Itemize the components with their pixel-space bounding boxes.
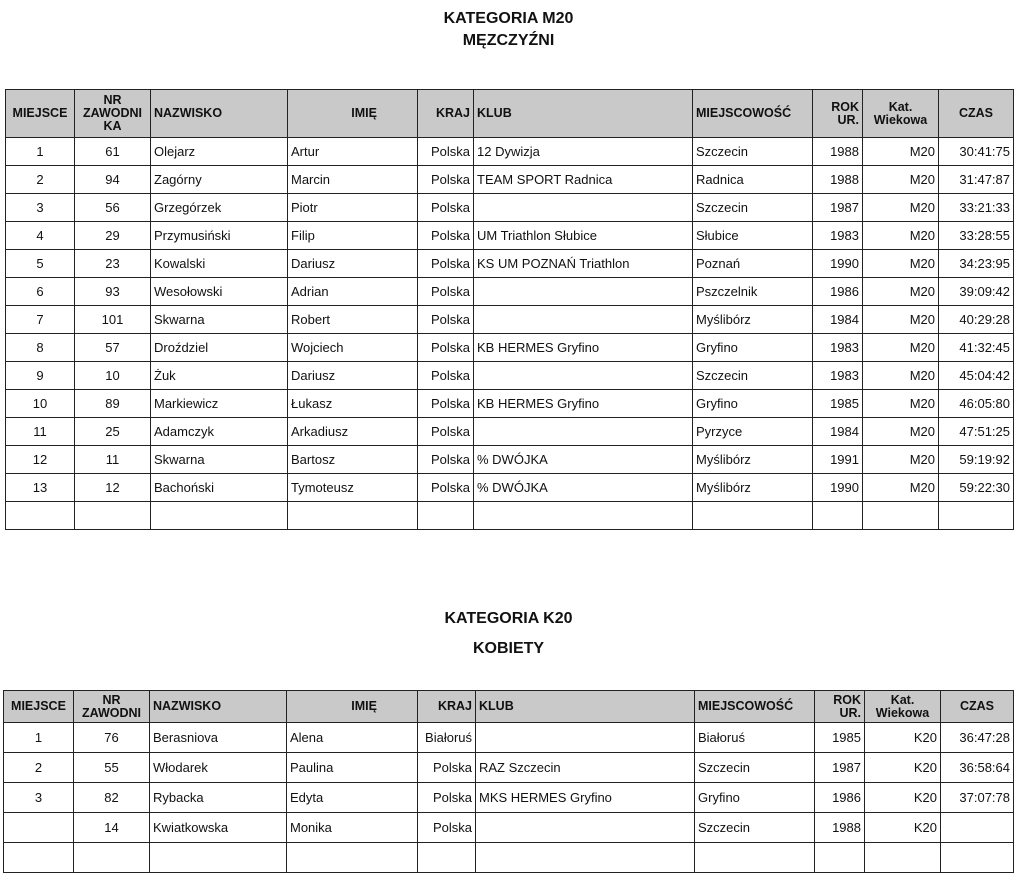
cell-klub: 12 Dywizja: [474, 138, 693, 166]
cell-miejsce: 7: [6, 306, 75, 334]
cell-rok: 1991: [813, 446, 863, 474]
table-row: [4, 723, 1014, 753]
cell-nr: 57: [75, 334, 151, 362]
section-m-subtitle: MĘZCZYŹNI: [462, 32, 555, 49]
cell-klub: KB HERMES Gryfino: [474, 390, 693, 418]
cell-nazwisko: Skwarna: [151, 446, 288, 474]
cell-nr: 89: [75, 390, 151, 418]
table-row: [6, 390, 1014, 418]
results-table-k20: [3, 690, 1014, 873]
cell-nr: 10: [75, 362, 151, 390]
table-row: [6, 194, 1014, 222]
table-row: [4, 813, 1014, 843]
cell-nazwisko: Bachoński: [151, 474, 288, 502]
cell-nr: 56: [75, 194, 151, 222]
table-row: [6, 502, 1014, 530]
cell-miejscowosc: [695, 843, 815, 873]
table-row: [6, 362, 1014, 390]
header-miejscowosc: MIEJSCOWOŚĆ: [695, 691, 815, 723]
cell-miejscowosc: Gryfino: [695, 783, 815, 813]
header-rok-line-1: ROK: [833, 692, 861, 707]
cell-czas: 59:19:92: [939, 446, 1014, 474]
cell-nazwisko: Rybacka: [150, 783, 287, 813]
cell-imie: Arkadiusz: [288, 418, 418, 446]
cell-kraj: Polska: [418, 222, 474, 250]
cell-kat: K20: [865, 813, 941, 843]
cell-czas: 45:04:42: [939, 362, 1014, 390]
cell-rok: 1983: [813, 362, 863, 390]
cell-rok: 1990: [813, 474, 863, 502]
cell-miejsce: 3: [6, 194, 75, 222]
cell-klub: % DWÓJKA: [474, 446, 693, 474]
cell-nr: 14: [74, 813, 150, 843]
header-rok-line-2: UR.: [839, 705, 861, 720]
cell-czas: 46:05:80: [939, 390, 1014, 418]
cell-kraj: Polska: [418, 418, 474, 446]
cell-kat: M20: [863, 306, 939, 334]
header-imie: IMIĘ: [288, 90, 418, 138]
cell-kat: K20: [865, 753, 941, 783]
cell-czas: 34:23:95: [939, 250, 1014, 278]
cell-nr: 55: [74, 753, 150, 783]
cell-kat: M20: [863, 418, 939, 446]
cell-imie: Filip: [288, 222, 418, 250]
header-imie: IMIĘ: [287, 691, 418, 723]
cell-klub: UM Triathlon Słubice: [474, 222, 693, 250]
cell-nr: 25: [75, 418, 151, 446]
table-row: [6, 446, 1014, 474]
cell-czas: 40:29:28: [939, 306, 1014, 334]
table-row: [6, 166, 1014, 194]
cell-miejsce: 12: [6, 446, 75, 474]
cell-kraj: Polska: [418, 474, 474, 502]
header-czas: CZAS: [941, 691, 1014, 723]
table-row: [4, 843, 1014, 873]
cell-miejsce: 5: [6, 250, 75, 278]
cell-miejsce: 1: [6, 138, 75, 166]
cell-miejscowosc: Słubice: [693, 222, 813, 250]
cell-czas: 41:32:45: [939, 334, 1014, 362]
cell-miejscowosc: Gryfino: [693, 390, 813, 418]
header-row: [4, 691, 1014, 723]
cell-czas: 47:51:25: [939, 418, 1014, 446]
header-miejsce: MIEJSCE: [6, 90, 75, 138]
cell-czas: 33:28:55: [939, 222, 1014, 250]
cell-kat: M20: [863, 250, 939, 278]
cell-imie: Adrian: [288, 278, 418, 306]
cell-miejscowosc: Myślibórz: [693, 474, 813, 502]
cell-imie: Łukasz: [288, 390, 418, 418]
header-row: [6, 90, 1014, 138]
cell-klub: [474, 502, 693, 530]
table-row: [4, 753, 1014, 783]
cell-kat: M20: [863, 446, 939, 474]
cell-imie: [288, 502, 418, 530]
cell-rok: 1987: [813, 194, 863, 222]
cell-klub: [474, 362, 693, 390]
cell-kraj: Polska: [418, 783, 476, 813]
cell-rok: 1985: [813, 390, 863, 418]
header-miejscowosc: MIEJSCOWOŚĆ: [693, 90, 813, 138]
header-kat: [865, 691, 941, 723]
cell-nr: 11: [75, 446, 151, 474]
cell-imie: Edyta: [287, 783, 418, 813]
cell-miejsce: 8: [6, 334, 75, 362]
cell-kraj: Polska: [418, 362, 474, 390]
table-row: [6, 278, 1014, 306]
cell-rok: 1987: [815, 753, 865, 783]
table-row: [6, 138, 1014, 166]
cell-imie: Dariusz: [288, 250, 418, 278]
header-nr-line-1: NR: [103, 93, 122, 107]
header-nazwisko: NAZWISKO: [150, 691, 287, 723]
header-kat-line-2: Wiekowa: [873, 112, 928, 127]
cell-imie: Monika: [287, 813, 418, 843]
cell-miejsce: [6, 502, 75, 530]
cell-nr: 29: [75, 222, 151, 250]
cell-kat: M20: [863, 390, 939, 418]
cell-kraj: Polska: [418, 194, 474, 222]
cell-kraj: Polska: [418, 166, 474, 194]
header-klub: KLUB: [474, 90, 693, 138]
header-nr-line-3: KA: [103, 119, 122, 133]
cell-klub: % DWÓJKA: [474, 474, 693, 502]
cell-miejsce: [4, 843, 74, 873]
cell-rok: [813, 502, 863, 530]
cell-rok: 1988: [813, 138, 863, 166]
header-klub: KLUB: [476, 691, 695, 723]
cell-nr: 94: [75, 166, 151, 194]
cell-kraj: Polska: [418, 446, 474, 474]
cell-czas: 36:47:28: [941, 723, 1014, 753]
cell-miejsce: 9: [6, 362, 75, 390]
header-nr: [75, 90, 151, 138]
cell-miejsce: 2: [6, 166, 75, 194]
cell-czas: 30:41:75: [939, 138, 1014, 166]
table-row: [6, 250, 1014, 278]
cell-nr: 76: [74, 723, 150, 753]
header-kraj: KRAJ: [418, 90, 474, 138]
cell-rok: 1986: [813, 278, 863, 306]
header-rok-line-1: ROK: [831, 99, 859, 114]
cell-nr: 101: [75, 306, 151, 334]
cell-czas: 36:58:64: [941, 753, 1014, 783]
cell-klub: MKS HERMES Gryfino: [476, 783, 695, 813]
cell-miejsce: 1: [4, 723, 74, 753]
cell-miejscowosc: Myślibórz: [693, 306, 813, 334]
cell-kraj: [418, 502, 474, 530]
cell-miejsce: 13: [6, 474, 75, 502]
cell-nazwisko: Skwarna: [151, 306, 288, 334]
header-kat-line-1: Kat.: [890, 692, 915, 707]
cell-czas: 59:22:30: [939, 474, 1014, 502]
cell-nr: 23: [75, 250, 151, 278]
cell-nr: 12: [75, 474, 151, 502]
section-m-title: KATEGORIA M20: [443, 10, 574, 27]
cell-miejsce: 11: [6, 418, 75, 446]
cell-klub: RAZ Szczecin: [476, 753, 695, 783]
cell-nazwisko: Żuk: [151, 362, 288, 390]
cell-nazwisko: [150, 843, 287, 873]
cell-miejscowosc: Białoruś: [695, 723, 815, 753]
cell-klub: KS UM POZNAŃ Triathlon: [474, 250, 693, 278]
cell-kat: K20: [865, 723, 941, 753]
header-nr-line-2: ZAWODNI: [81, 705, 142, 720]
table-row: [6, 418, 1014, 446]
cell-miejsce: [4, 813, 74, 843]
cell-miejscowosc: Pyrzyce: [693, 418, 813, 446]
cell-rok: 1983: [813, 334, 863, 362]
cell-nazwisko: Markiewicz: [151, 390, 288, 418]
cell-imie: Paulina: [287, 753, 418, 783]
header-nazwisko: NAZWISKO: [151, 90, 288, 138]
cell-czas: 33:21:33: [939, 194, 1014, 222]
cell-klub: KB HERMES Gryfino: [474, 334, 693, 362]
cell-kraj: Polska: [418, 138, 474, 166]
cell-kraj: [418, 843, 476, 873]
cell-miejsce: 6: [6, 278, 75, 306]
cell-kraj: Polska: [418, 250, 474, 278]
cell-rok: [815, 843, 865, 873]
cell-rok: 1984: [813, 306, 863, 334]
cell-klub: [474, 418, 693, 446]
cell-czas: 39:09:42: [939, 278, 1014, 306]
cell-czas: [939, 502, 1014, 530]
section-k-subtitle: KOBIETY: [472, 640, 545, 657]
cell-nazwisko: Grzegórzek: [151, 194, 288, 222]
cell-imie: Wojciech: [288, 334, 418, 362]
cell-kraj: Polska: [418, 813, 476, 843]
cell-nr: 61: [75, 138, 151, 166]
cell-nazwisko: Kowalski: [151, 250, 288, 278]
cell-miejsce: 4: [6, 222, 75, 250]
cell-czas: 37:07:78: [941, 783, 1014, 813]
cell-imie: Bartosz: [288, 446, 418, 474]
cell-nr: [74, 843, 150, 873]
cell-rok: 1985: [815, 723, 865, 753]
cell-miejscowosc: Pszczelnik: [693, 278, 813, 306]
cell-nazwisko: Berasniova: [150, 723, 287, 753]
cell-nr: 82: [74, 783, 150, 813]
cell-nazwisko: Olejarz: [151, 138, 288, 166]
cell-miejscowosc: Radnica: [693, 166, 813, 194]
cell-nazwisko: [151, 502, 288, 530]
cell-rok: 1986: [815, 783, 865, 813]
cell-kat: [863, 502, 939, 530]
table-row: [6, 222, 1014, 250]
cell-klub: [476, 813, 695, 843]
cell-rok: 1988: [815, 813, 865, 843]
cell-czas: [941, 843, 1014, 873]
cell-imie: Alena: [287, 723, 418, 753]
cell-kraj: Polska: [418, 278, 474, 306]
cell-miejscowosc: Szczecin: [695, 753, 815, 783]
header-kat-line-2: Wiekowa: [875, 705, 930, 720]
cell-miejscowosc: Szczecin: [693, 362, 813, 390]
cell-kat: M20: [863, 194, 939, 222]
header-nr: [74, 691, 150, 723]
cell-kraj: Polska: [418, 334, 474, 362]
cell-kat: [865, 843, 941, 873]
header-miejsce: MIEJSCE: [4, 691, 74, 723]
cell-miejscowosc: Szczecin: [693, 138, 813, 166]
header-kat-line-1: Kat.: [888, 99, 913, 114]
cell-miejsce: 2: [4, 753, 74, 783]
cell-klub: [476, 723, 695, 753]
cell-imie: [287, 843, 418, 873]
cell-klub: [474, 278, 693, 306]
cell-kraj: Polska: [418, 753, 476, 783]
cell-imie: Dariusz: [288, 362, 418, 390]
header-rok-line-2: UR.: [837, 112, 859, 127]
cell-imie: Robert: [288, 306, 418, 334]
cell-nr: 93: [75, 278, 151, 306]
header-nr-line-2: ZAWODNI: [82, 106, 143, 120]
cell-nazwisko: Zagórny: [151, 166, 288, 194]
cell-czas: [941, 813, 1014, 843]
cell-miejsce: 10: [6, 390, 75, 418]
cell-klub: [476, 843, 695, 873]
cell-kraj: Polska: [418, 306, 474, 334]
cell-imie: Piotr: [288, 194, 418, 222]
cell-miejscowosc: Gryfino: [693, 334, 813, 362]
cell-rok: 1988: [813, 166, 863, 194]
header-czas: CZAS: [939, 90, 1014, 138]
cell-kat: M20: [863, 278, 939, 306]
cell-imie: Artur: [288, 138, 418, 166]
cell-czas: 31:47:87: [939, 166, 1014, 194]
cell-miejsce: 3: [4, 783, 74, 813]
cell-nazwisko: Włodarek: [150, 753, 287, 783]
cell-kat: M20: [863, 474, 939, 502]
cell-kraj: Białoruś: [418, 723, 476, 753]
table-row: [6, 334, 1014, 362]
results-table-m20: [5, 89, 1014, 530]
cell-nazwisko: Wesołowski: [151, 278, 288, 306]
cell-imie: Marcin: [288, 166, 418, 194]
table-row: [4, 783, 1014, 813]
header-kraj: KRAJ: [418, 691, 476, 723]
cell-miejscowosc: Myślibórz: [693, 446, 813, 474]
cell-rok: 1984: [813, 418, 863, 446]
cell-rok: 1983: [813, 222, 863, 250]
cell-kat: M20: [863, 362, 939, 390]
cell-miejscowosc: Szczecin: [695, 813, 815, 843]
header-kat: [863, 90, 939, 138]
cell-kat: M20: [863, 222, 939, 250]
table-row: [6, 306, 1014, 334]
cell-kat: M20: [863, 138, 939, 166]
cell-kat: K20: [865, 783, 941, 813]
cell-nazwisko: Przymusiński: [151, 222, 288, 250]
cell-imie: Tymoteusz: [288, 474, 418, 502]
cell-klub: [474, 306, 693, 334]
cell-klub: [474, 194, 693, 222]
section-k-title: KATEGORIA K20: [444, 610, 573, 627]
table-row: [6, 474, 1014, 502]
header-rok: [815, 691, 865, 723]
cell-miejscowosc: [693, 502, 813, 530]
cell-kat: M20: [863, 166, 939, 194]
cell-nr: [75, 502, 151, 530]
cell-nazwisko: Kwiatkowska: [150, 813, 287, 843]
cell-nazwisko: Adamczyk: [151, 418, 288, 446]
header-rok: [813, 90, 863, 138]
cell-klub: TEAM SPORT Radnica: [474, 166, 693, 194]
header-nr-line-1: NR: [102, 692, 121, 707]
cell-kat: M20: [863, 334, 939, 362]
cell-miejscowosc: Szczecin: [693, 194, 813, 222]
cell-kraj: Polska: [418, 390, 474, 418]
cell-nazwisko: Droździel: [151, 334, 288, 362]
cell-miejscowosc: Poznań: [693, 250, 813, 278]
cell-rok: 1990: [813, 250, 863, 278]
